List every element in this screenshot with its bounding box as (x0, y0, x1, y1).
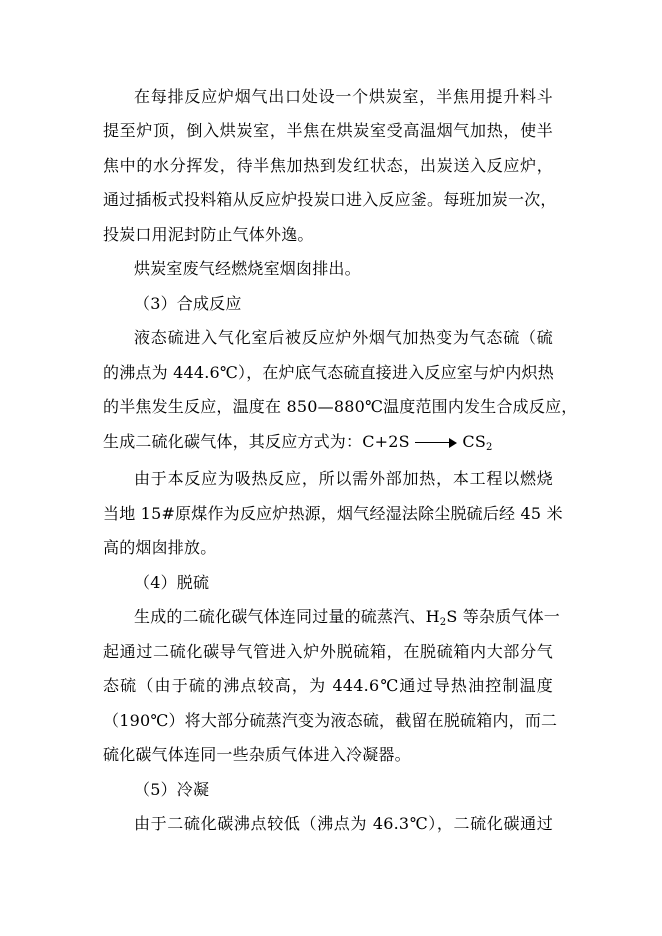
paragraph-line: 液态硫进入气化室后被反应炉外烟气加热变为气态硫（硫 (134, 328, 553, 347)
paragraph-line: （190℃）将大部分硫蒸汽变为液态硫，截留在脱硫箱内，而二 (103, 711, 558, 730)
paragraph-line: 在每排反应炉烟气出口处设一个烘炭室，半焦用提升料斗 (134, 87, 553, 106)
equation-product: CS (462, 432, 486, 451)
reaction-equation-line (103, 432, 553, 458)
reaction-arrow-icon (415, 438, 457, 448)
paragraph-line: 投炭口用泥封防止气体外逸。 (103, 225, 314, 244)
paragraph-line: 当地 15#原煤作为反应炉热源，烟气经湿法除尘脱硫后经 45 米 (103, 504, 563, 523)
section-heading: （3）合成反应 (134, 294, 242, 313)
paragraph-line (134, 607, 560, 633)
formula-subscript: 2 (439, 617, 447, 628)
text-segment: S 等杂质气体一 (446, 607, 560, 626)
paragraph-line: 态硫（由于硫的沸点较高，为 444.6℃通过导热油控制温度 (103, 676, 553, 695)
section-heading: （5）冷凝 (134, 780, 210, 799)
section-heading: （4）脱硫 (134, 573, 210, 592)
text-segment: 生成的二硫化碳气体连同过量的硫蒸汽、H (134, 607, 440, 626)
paragraph-line: 由于本反应为吸热反应，所以需外部加热，本工程以燃烧 (134, 469, 553, 488)
paragraph-line: 焦中的水分挥发，待半焦加热到发红状态，出炭送入反应炉， (103, 156, 553, 175)
paragraph-line: 通过插板式投料箱从反应炉投炭口进入反应釜。每班加炭一次， (103, 190, 557, 209)
equation-product-subscript: 2 (486, 442, 493, 453)
paragraph-line: 由于二硫化碳沸点较低（沸点为 46.3℃），二硫化碳通过 (134, 814, 553, 833)
paragraph-line: 烘炭室废气经燃烧室烟囱排出。 (134, 259, 361, 278)
paragraph-line: 高的烟囱排放。 (103, 538, 217, 557)
paragraph-line: 的半焦发生反应，温度在 850—880℃温度范围内发生合成反应， (103, 397, 578, 416)
paragraph-line: 硫化碳气体连同一些杂质气体进入冷凝器。 (103, 745, 411, 764)
paragraph-line: 起通过二硫化碳导气管进入炉外脱硫箱，在脱硫箱内大部分气 (103, 642, 553, 661)
paragraph-line: 提至炉顶，倒入烘炭室，半焦在烘炭室受高温烟气加热，使半 (103, 121, 553, 140)
equation-text: 生成二硫化碳气体，其反应方式为：C+2S (103, 432, 410, 451)
paragraph-line: 的沸点为 444.6℃），在炉底气态硫直接进入反应室与炉内炽热 (103, 363, 554, 382)
